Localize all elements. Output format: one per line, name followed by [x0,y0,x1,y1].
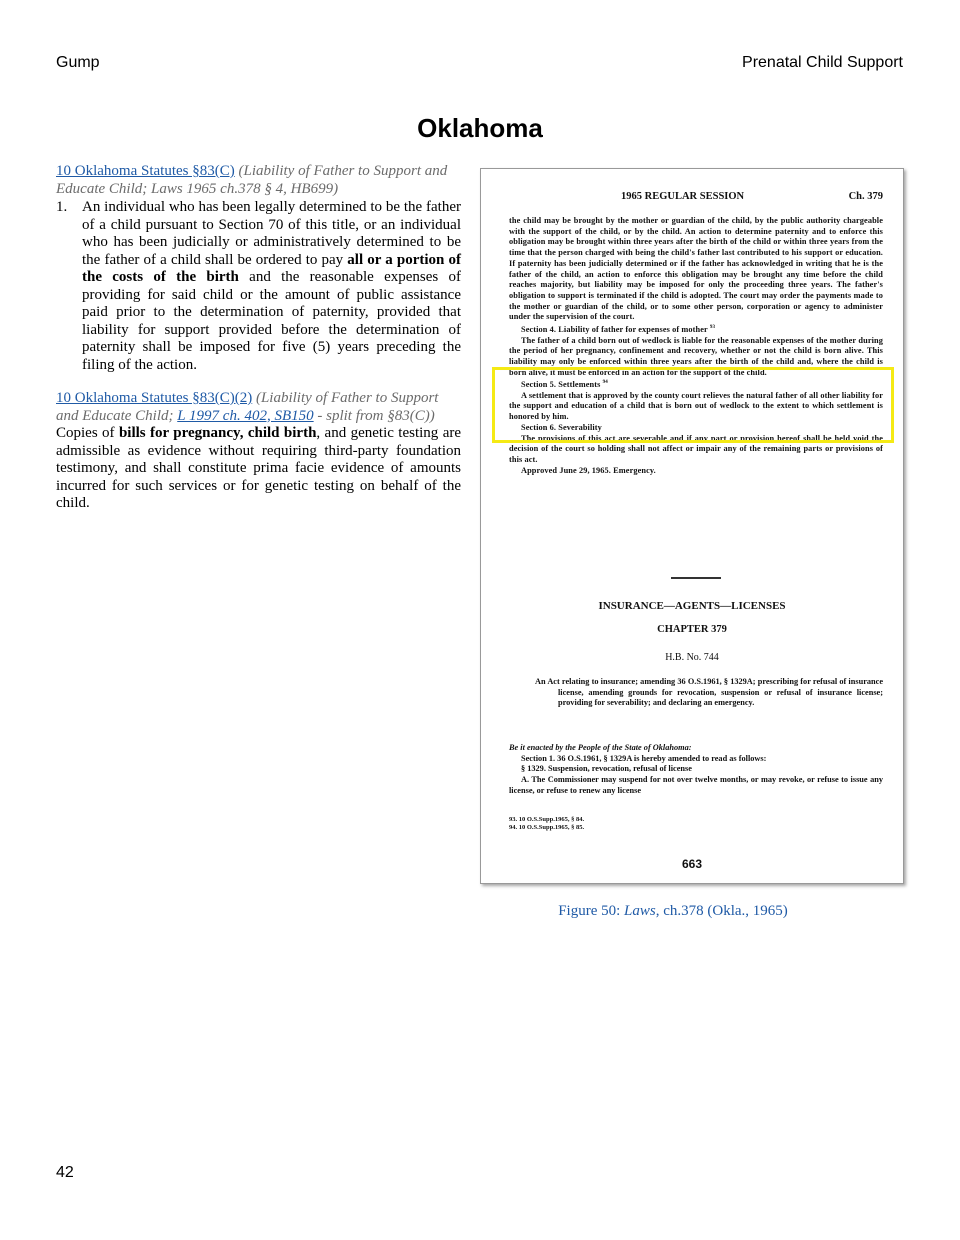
statute-text-1a: An individual who has been legally determined to be the father of a child pursuant to Section 70 of this title, or an individual who has been judicially or administratively determined to be the father of a child shall be ordered to pay [82,199,461,268]
scan-chapter-ref: Ch. 379 [848,191,883,202]
scan-act-text: An Act relating to insurance; amending 36 O.S.1961, § 1329A; prescribing for refusal of insurance license, amending grounds for revocation, suspension or refusal of insurance license; providing for severability; and declaring an emergency. [535,677,883,708]
scan-sec6-text: The provisions of this act are severable and if any part or provision hereof shall be held void the decision of the court so holding shall not affect or impair any of the remaining parts or provisions of this act. [509,433,883,464]
scan-approved: Approved June 29, 1965. Emergency. [521,465,656,475]
statute-citation-1 [56,163,461,198]
statute-link-83c2[interactable]: 10 Oklahoma Statutes §83(C)(2) [56,390,253,406]
scan-act [535,677,883,709]
statute-text-1b: and the reasonable expenses of providing for said child or the amount of public assistance paid prior to the determination of paternity, provided that liability for support provided before the determination of paternity shall be imposed for five (5) years preceding the filing of the action. [82,269,461,373]
scan-fn-94: 94. 10 O.S.Supp.1965, § 85. [509,824,585,831]
scan-sec4-title-text: Section 4. Liability of father for expenses of mother [521,324,708,334]
scan-sec4-text: The father of a child born out of wedlock is liable for the reasonable expenses of the mother during the period of her pregnancy, confinement and recovery, whether or not the child is born alive. This liability may only be enforced within three years after the birth of the child and, where the child is born alive, it must be enforced in an action for the support of the child. [509,335,883,377]
scan-fn-93: 93. 10 O.S.Supp.1965, § 84. [509,816,585,823]
statute-note-1: (Liability of Father to Support and Educate Child; Laws 1965 ch.378 § 4, HB699) [56,163,448,197]
statute-citation-2 [56,390,461,425]
scan-header [509,191,883,202]
scan-sec4-fn: 93 [709,325,716,331]
statute-text-1 [82,199,461,374]
scan-footnotes [509,816,883,832]
running-header-author: Gump [56,54,100,71]
statute-note-2a: (Liability of Father to Support and Educate Child; [56,390,439,424]
running-header-title: Prenatal Child Support [742,54,903,71]
highlight-box [492,367,894,443]
scan-sec5-title-text: Section 5. Settlements [521,380,601,390]
scan-divider [671,577,721,579]
figure-scan [480,168,904,884]
scan-session: 1965 REGULAR SESSION [621,191,745,202]
statute-text-2-bold: bills for pregnancy, child birth [118,425,317,441]
scan-body-2 [509,743,883,797]
statute-note-2b: - split from §83(C)) [313,407,435,424]
page-number: 42 [56,1164,74,1181]
statute-text-1-bold: all or a portion of the costs of the birth [82,251,461,285]
statute-column [56,163,461,513]
scan-sec5-fn: 94 [602,380,608,386]
scan-chapter: CHAPTER 379 [657,624,727,635]
scan-a-text: A. The Commissioner may suspend for not over twelve months, or may revoke, or refuse to issue any license, or refuse to renew any license [509,775,883,795]
scan-sec1: Section 1. 36 O.S.1961, § 1329A is hereby amended to read as follows: [521,753,767,763]
scan-sec5-text: A settlement that is approved by the county court relieves the natural father of all other liability for the support and education of a child that is born out of wedlock to the extent to which settlement is honored by him. [509,390,883,422]
caption-italic: Laws [624,903,656,919]
statute-link-83c[interactable]: 10 Oklahoma Statutes §83(C) [56,163,235,179]
scan-heading: INSURANCE—AGENTS—LICENSES [598,600,786,612]
caption-suffix: , ch.378 (Okla., 1965) [655,903,788,919]
statute-text-2 [56,425,461,513]
scan-enact: Be it enacted by the People of the State of Oklahoma: [509,743,692,752]
scan-page-number: 663 [681,857,703,871]
statute-text-2a: Copies of [56,425,119,441]
item-number: 1. [56,199,68,215]
section-title: Oklahoma [417,113,543,143]
scan-subsection: § 1329. Suspension, revocation, refusal of license [521,764,692,774]
figure-caption [480,903,866,920]
scan-sec6-title: Section 6. Severability [521,422,602,432]
statute-text-2b: , and genetic testing are admissible as evidence without requiring third-party foundation testimony, and shall constitute prima facie evidence of amounts incurred for such services or for genetic testing on behalf of the child. [56,425,462,511]
caption-prefix: Figure 50: [558,903,625,919]
statute-item-1 [56,199,461,374]
scan-bill: H.B. No. 744 [665,652,719,663]
scan-sec4-title [509,323,883,335]
session-law-link[interactable]: L 1997 ch. 402, SB150 [177,407,314,424]
scan-para-1: the child may be brought by the mother or guardian of the child, by the public authority chargeable with the support of the child, or by the child. An action to determine paternity and to enforce this obligation may be brought within three years after the birth of the child or within three years from the time that the person charged with being the child's father last contributed to his support or education. If paternity has been judicially determined or if the father has acknowledged in writing that he is the father of the child, an action to enforce this obligation may be brought any time before the child reaches majority, but liability may be imposed for only the proceeding three years. The father's obligation to support is terminated if the child is adopted. The court may order the payments made to the mother or guardian of the child, or to some other person, corporation or agency to administer under the supervision of the court. [509,216,883,322]
